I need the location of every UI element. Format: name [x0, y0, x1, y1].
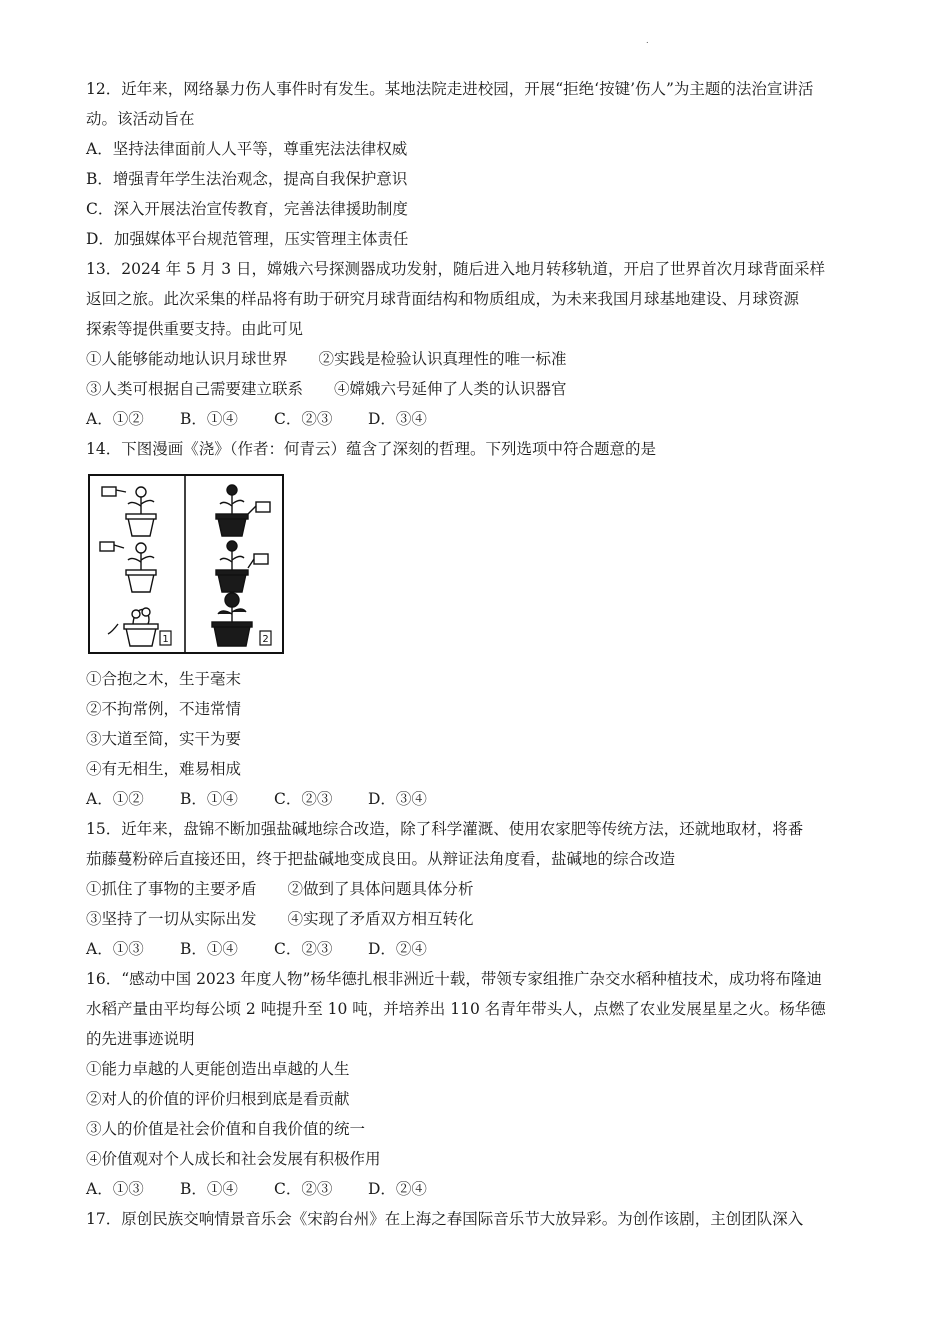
q14-statement-2: ②不拘常例，不违常情 [86, 700, 242, 718]
q16-answer-a: A．①③ [86, 1180, 144, 1198]
q14-stem-line-1: 14．下图漫画《浇》（作者：何青云）蕴含了深刻的哲理。下列选项中符合题意的是 [86, 440, 656, 458]
q12-option-c: C．深入开展法治宣传教育，完善法律援助制度 [86, 200, 408, 218]
q13-answer-options [86, 404, 866, 434]
q15-stem-line-2: 茄藤蔓粉碎后直接还田，终于把盐碱地变成良田。从辩证法角度看，盐碱地的综合改造 [86, 850, 676, 868]
question-12 [86, 74, 866, 254]
q14-answer-d: D．③④ [368, 790, 427, 808]
q14-statement-3: ③大道至简，实干为要 [86, 730, 242, 748]
question-13 [86, 254, 866, 434]
comic-panel-1-label: 1 [162, 634, 169, 645]
q15-answer-b: B．①④ [180, 940, 238, 958]
comic-panel-2-label: 2 [262, 634, 269, 645]
q12-stem-line-2: 动。该活动旨在 [86, 110, 195, 128]
q13-stem-line-3: 探索等提供重要支持。由此可见 [86, 320, 304, 338]
q13-stem-line-1: 13．2024 年 5 月 3 日，嫦娥六号探测器成功发射，随后进入地月转移轨道，开启了世界首次月球背面采样 [86, 260, 826, 278]
q16-answer-b: B．①④ [180, 1180, 238, 1198]
q16-answer-d: D．②④ [368, 1180, 427, 1198]
q14-statement-1: ①合抱之木，生于毫末 [86, 670, 242, 688]
q15-statements-3-4: ③坚持了一切从实际出发 ④实现了矛盾双方相互转化 [86, 910, 474, 928]
q12-option-b: B．增强青年学生法治观念，提高自我保护意识 [86, 170, 408, 188]
question-14 [86, 434, 866, 814]
q13-statements-1-2: ①人能够能动地认识月球世界 ②实践是检验认识真理性的唯一标准 [86, 350, 567, 368]
question-16 [86, 964, 866, 1204]
q12-option-a: A．坚持法律面前人人平等，尊重宪法法律权威 [86, 140, 408, 158]
q15-answer-d: D．②④ [368, 940, 427, 958]
question-15 [86, 814, 866, 964]
q15-statements-1-2: ①抓住了事物的主要矛盾 ②做到了具体问题具体分析 [86, 880, 474, 898]
q16-answer-c: C．②③ [274, 1180, 333, 1198]
q12-option-d: D．加强媒体平台规范管理，压实管理主体责任 [86, 230, 409, 248]
q16-statement-4: ④价值观对个人成长和社会发展有积极作用 [86, 1150, 381, 1168]
q13-answer-a: A．①② [86, 410, 144, 428]
header-dot: . [646, 36, 649, 45]
q14-statement-4: ④有无相生，难易相成 [86, 760, 242, 778]
q16-stem-line-2: 水稻产量由平均每公顷 2 吨提升至 10 吨，并培养出 110 名青年带头人，点燃了农业发展星星之火。杨华德 [86, 1000, 826, 1018]
q14-answer-c: C．②③ [274, 790, 333, 808]
q14-answer-b: B．①④ [180, 790, 238, 808]
q15-stem-line-1: 15．近年来，盘锦不断加强盐碱地综合改造，除了科学灌溉、使用农家肥等传统方法，还就地取材，将番 [86, 820, 804, 838]
q16-stem-line-3: 的先进事迹说明 [86, 1030, 195, 1048]
q14-answer-a: A．①② [86, 790, 144, 808]
q13-statements-3-4: ③人类可根据自己需要建立联系 ④嫦娥六号延伸了人类的认识器官 [86, 380, 567, 398]
q13-stem-line-2: 返回之旅。此次采集的样品将有助于研究月球背面结构和物质组成，为未来我国月球基地建设、月球资源 [86, 290, 800, 308]
question-17 [86, 1204, 866, 1234]
q15-answer-a: A．①③ [86, 940, 144, 958]
q16-statement-3: ③人的价值是社会价值和自我价值的统一 [86, 1120, 366, 1138]
q16-stem-line-1: 16．“感动中国 2023 年度人物”杨华德扎根非洲近十载，带领专家组推广杂交水稻种植技术，成功将布隆迪 [86, 970, 822, 988]
q12-stem-line-1: 12．近年来，网络暴力伤人事件时有发生。某地法院走进校园，开展“拒绝‘按键’伤人”为主题的法治宣讲活 [86, 80, 814, 98]
q14-answer-options [86, 784, 866, 814]
q15-answer-c: C．②③ [274, 940, 333, 958]
q17-stem-line-1: 17．原创民族交响情景音乐会《宋韵台州》在上海之春国际音乐节大放异彩。为创作该剧，主创团队深入 [86, 1210, 804, 1228]
q13-answer-d: D．③④ [368, 410, 427, 428]
q13-answer-b: B．①④ [180, 410, 238, 428]
q14-comic-image [88, 474, 284, 654]
q13-answer-c: C．②③ [274, 410, 333, 428]
q16-statement-1: ①能力卓越的人更能创造出卓越的人生 [86, 1060, 350, 1078]
question-content [86, 74, 866, 1234]
q15-answer-options [86, 934, 866, 964]
q16-answer-options [86, 1174, 866, 1204]
q16-statement-2: ②对人的价值的评价归根到底是看贡献 [86, 1090, 350, 1108]
